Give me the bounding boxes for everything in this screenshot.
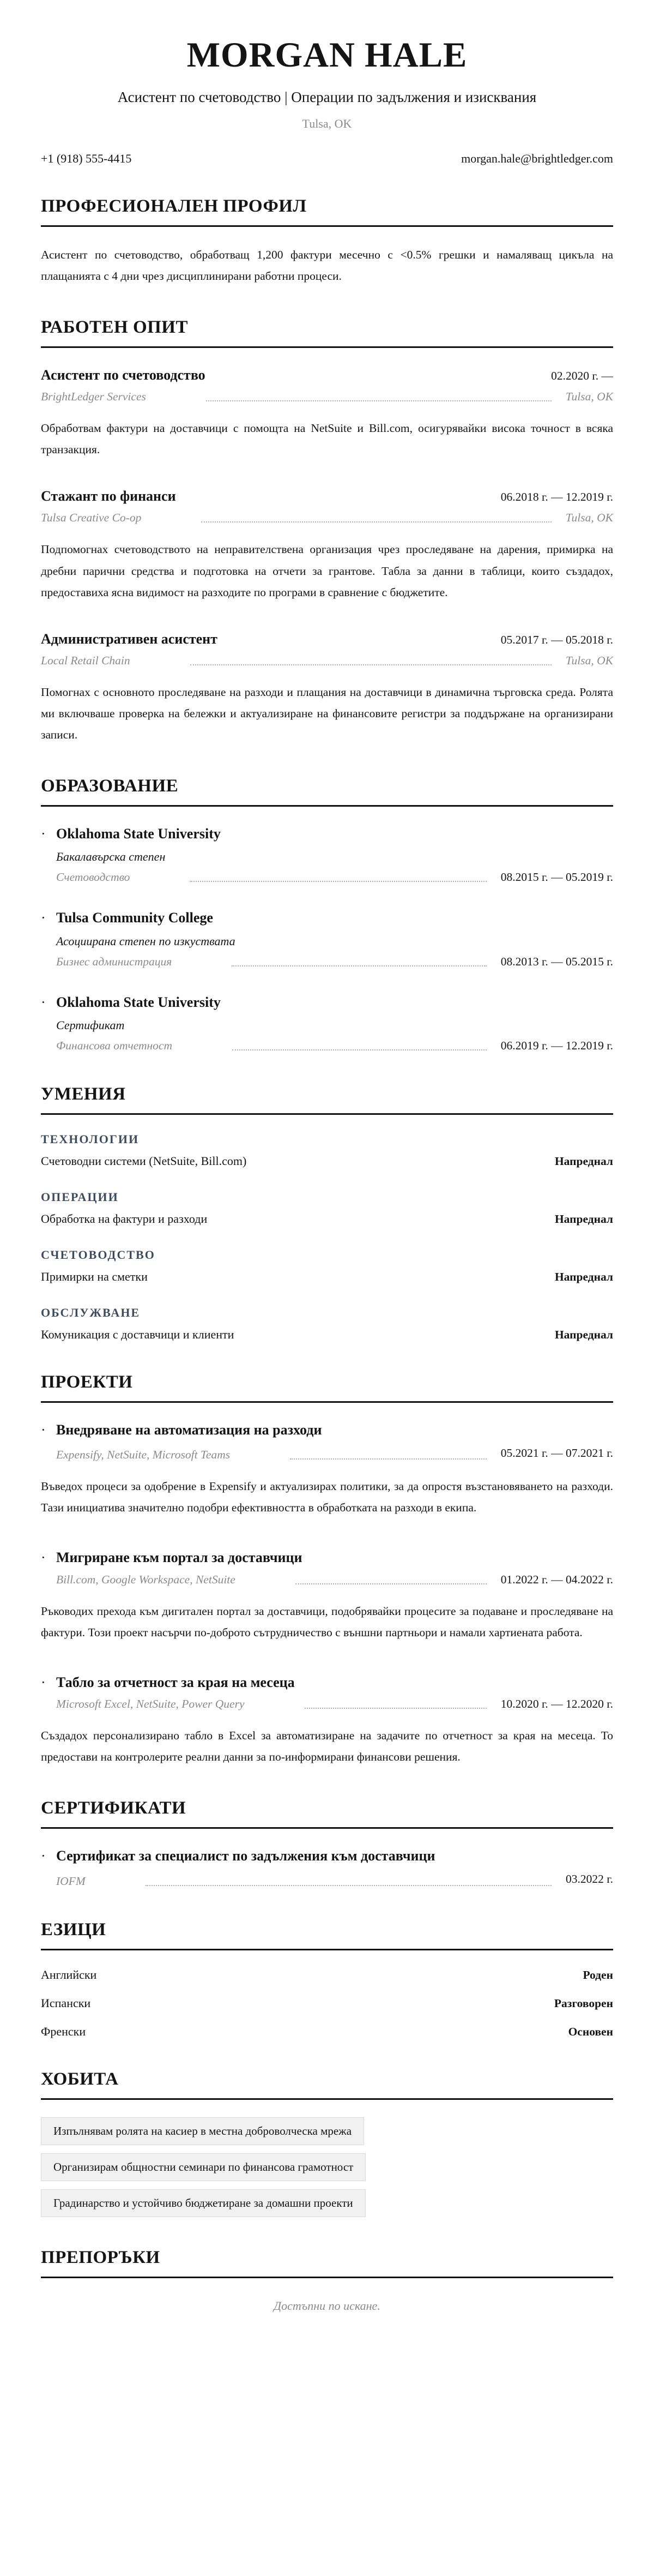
project-header bbox=[41, 1673, 613, 1712]
job-tagline: Асистент по счетоводство | Операции по задължения и изисквания bbox=[117, 88, 537, 105]
dotted-leader bbox=[232, 1049, 487, 1050]
skill-name: Счетоводни системи (NetSuite, Bill.com) bbox=[41, 1154, 247, 1168]
education-field: Финансова отчетност bbox=[56, 1038, 172, 1052]
job-meta-row bbox=[41, 389, 613, 405]
job-dates: 06.2018 г. — 12.2019 г. bbox=[500, 490, 613, 504]
bullet-icon: · bbox=[41, 994, 46, 1010]
section-title: ХОБИТА bbox=[41, 2069, 613, 2100]
job-location: Tulsa, OK bbox=[565, 653, 613, 667]
skill-name: Комуникация с доставчици и клиенти bbox=[41, 1327, 234, 1341]
project-body bbox=[56, 1420, 613, 1463]
education-dates: 08.2013 г. — 05.2015 г. bbox=[500, 954, 613, 968]
project-meta-row bbox=[56, 1696, 613, 1712]
job-entry bbox=[41, 487, 613, 603]
project-tools: Microsoft Excel, NetSuite, Power Query bbox=[56, 1697, 245, 1710]
dotted-leader bbox=[201, 521, 551, 523]
job-dates: 05.2017 г. — 05.2018 г. bbox=[500, 633, 613, 646]
section-title: ПРОЕКТИ bbox=[41, 1372, 613, 1403]
certificate-body bbox=[56, 1846, 613, 1889]
dotted-leader bbox=[295, 1583, 487, 1584]
skill-category: ТЕХНОЛОГИИ bbox=[41, 1132, 140, 1146]
bullet-icon: · bbox=[41, 1421, 46, 1438]
job-location: Tulsa, OK bbox=[565, 511, 613, 525]
project-name: Мигриране към портал за доставчици bbox=[56, 1550, 302, 1566]
phone-text: +1 (918) 555-4415 bbox=[41, 151, 132, 165]
section-title: ОБРАЗОВАНИЕ bbox=[41, 776, 613, 807]
section-languages bbox=[41, 1920, 613, 2039]
skill-group bbox=[41, 1306, 613, 1342]
project-header bbox=[41, 1548, 613, 1587]
education-body bbox=[56, 824, 613, 885]
references-note: Достъпни по искане. bbox=[274, 2298, 380, 2313]
section-title: ЕЗИЦИ bbox=[41, 1920, 613, 1950]
skill-row bbox=[41, 1270, 613, 1284]
language-name: Испански bbox=[41, 1996, 91, 2010]
job-meta-row bbox=[41, 510, 613, 526]
hobby-chip: Изпълнявам ролята на касиер в местна доброволческа мрежа bbox=[41, 2117, 364, 2145]
education-entry bbox=[41, 993, 613, 1054]
job-description: Обработвам фактури на доставчици с помощта на NetSuite и Bill.com, осигурявайки висока точност в всяка транзакция. bbox=[41, 422, 613, 457]
skill-group bbox=[41, 1190, 613, 1226]
skill-category: ОПЕРАЦИИ bbox=[41, 1190, 119, 1204]
project-entry bbox=[41, 1673, 613, 1768]
bullet-icon: · bbox=[41, 1848, 46, 1864]
education-meta-row bbox=[56, 954, 613, 970]
education-school: Oklahoma State University bbox=[56, 826, 221, 842]
bullet-icon: · bbox=[41, 826, 46, 842]
section-education bbox=[41, 776, 613, 1053]
hobby-chip: Градинарство и устойчиво бюджетиране за домашни проекти bbox=[41, 2189, 366, 2217]
location-text: Tulsa, OK bbox=[302, 116, 352, 130]
project-tools: Expensify, NetSuite, Microsoft Teams bbox=[56, 1448, 231, 1462]
project-body bbox=[56, 1548, 613, 1587]
section-profile bbox=[41, 196, 613, 287]
skill-level: Напреднал bbox=[554, 1154, 613, 1168]
skill-row bbox=[41, 1154, 613, 1168]
education-field: Счетоводство bbox=[56, 870, 130, 884]
job-entry bbox=[41, 365, 613, 460]
education-degree: Сертификат bbox=[56, 1018, 125, 1032]
project-entry bbox=[41, 1548, 613, 1643]
section-certificates bbox=[41, 1798, 613, 1889]
education-meta-row bbox=[56, 1038, 613, 1054]
project-description: Въведох процеси за одобрение в Expensify и актуализирах политики, за да опростя възстановяването на разходи. Тази инициатива значително подобри ефективността в обработката на разходи в екипа. bbox=[41, 1480, 613, 1515]
section-title: РАБОТЕН ОПИТ bbox=[41, 317, 613, 348]
dotted-leader bbox=[190, 881, 486, 882]
job-role: Асистент по счетоводство bbox=[41, 367, 205, 383]
bullet-icon: · bbox=[41, 1550, 46, 1566]
education-meta-row bbox=[56, 869, 613, 885]
skill-level: Напреднал bbox=[554, 1328, 613, 1341]
job-description: Подпомогнах счетоводството на неправителствена организация чрез проследяване на дарения, примирка на дребни парични средства и подготовка на отчети за грантове. Табла за данни в таблици, които създадох, предоставиха ясна видимост на разходите по програми в сравнение с бюджетите. bbox=[41, 543, 613, 599]
section-skills bbox=[41, 1084, 613, 1342]
bullet-icon: · bbox=[41, 910, 46, 926]
education-field: Бизнес администрация bbox=[56, 954, 172, 968]
dotted-leader bbox=[305, 1708, 487, 1709]
skill-name: Обработка на фактури и разходи bbox=[41, 1211, 208, 1226]
education-body bbox=[56, 908, 613, 969]
hobby-list bbox=[41, 2117, 613, 2217]
job-role: Административен асистент bbox=[41, 631, 217, 647]
section-hobbies bbox=[41, 2069, 613, 2217]
language-row bbox=[41, 1996, 613, 2010]
email-text: morgan.hale@brightledger.com bbox=[461, 151, 613, 165]
dotted-leader bbox=[190, 664, 552, 665]
education-school: Tulsa Community College bbox=[56, 910, 213, 926]
job-company: BrightLedger Services bbox=[41, 390, 146, 404]
certificate-issuer: IOFM bbox=[56, 1874, 86, 1888]
hobby-chip: Организирам общностни семинари по финансова грамотност bbox=[41, 2153, 366, 2181]
education-school: Oklahoma State University bbox=[56, 994, 221, 1010]
skill-row bbox=[41, 1212, 613, 1226]
skill-row bbox=[41, 1328, 613, 1342]
education-entry bbox=[41, 824, 613, 885]
education-dates: 08.2015 г. — 05.2019 г. bbox=[500, 870, 613, 884]
dotted-leader bbox=[146, 1885, 552, 1886]
resume-header bbox=[41, 35, 613, 166]
job-header bbox=[41, 365, 613, 385]
project-dates: 10.2020 г. — 12.2020 г. bbox=[500, 1697, 613, 1710]
job-meta-row bbox=[41, 653, 613, 669]
project-body bbox=[56, 1673, 613, 1712]
certificate-name: Сертификат за специалист по задължения към доставчици bbox=[56, 1848, 435, 1864]
language-row bbox=[41, 2025, 613, 2039]
profile-text: Асистент по счетоводство, обработващ 1,200 фактури месечно с <0.5% грешки и намаляващ цикъла на плащанията с 4 дни чрез дисциплинирани работни процеси. bbox=[41, 248, 613, 283]
section-title: СЕРТИФИКАТИ bbox=[41, 1798, 613, 1829]
education-dates: 06.2019 г. — 12.2019 г. bbox=[500, 1038, 613, 1052]
project-meta-row bbox=[56, 1572, 613, 1588]
job-company: Tulsa Creative Co-op bbox=[41, 511, 142, 525]
section-title: УМЕНИЯ bbox=[41, 1084, 613, 1115]
certificate-meta-row bbox=[56, 1870, 613, 1889]
section-projects bbox=[41, 1372, 613, 1768]
skill-level: Напреднал bbox=[554, 1212, 613, 1226]
project-name: Табло за отчетност за края на месеца bbox=[56, 1674, 295, 1690]
skill-name: Примирки на сметки bbox=[41, 1269, 148, 1283]
job-header bbox=[41, 487, 613, 506]
project-entry bbox=[41, 1420, 613, 1519]
project-description: Създадох персонализирано табло в Excel за автоматизиране на задачите по отчетност за края на месеца. То предостави на контролерите реални данни за по-информирани финансови решения. bbox=[41, 1728, 613, 1764]
person-name: MORGAN HALE bbox=[186, 35, 468, 75]
project-header bbox=[41, 1420, 613, 1463]
skill-group bbox=[41, 1248, 613, 1284]
dotted-leader bbox=[232, 965, 486, 966]
project-dates: 05.2021 г. — 07.2021 г. bbox=[500, 1446, 613, 1460]
skill-level: Напреднал bbox=[554, 1270, 613, 1283]
contact-row bbox=[41, 152, 613, 166]
certificate-entry bbox=[41, 1846, 613, 1889]
dotted-leader bbox=[206, 400, 552, 401]
skill-group bbox=[41, 1132, 613, 1168]
section-experience bbox=[41, 317, 613, 746]
project-meta-row bbox=[56, 1444, 613, 1463]
skill-category: ОБСЛУЖВАНЕ bbox=[41, 1305, 141, 1319]
education-degree: Асоциирана степен по изкуствата bbox=[56, 934, 235, 948]
job-description: Помогнах с основното проследяване на разходи и плащания на доставчици в динамична търговска среда. Ролята ми включваше проверка на бележки и актуализиране на финансовите регистри за поддържане на организирани записи. bbox=[41, 685, 613, 742]
project-dates: 01.2022 г. — 04.2022 г. bbox=[500, 1572, 613, 1586]
job-location: Tulsa, OK bbox=[565, 390, 613, 404]
job-entry bbox=[41, 629, 613, 746]
bullet-icon: · bbox=[41, 1674, 46, 1690]
section-title: ПРОФЕСИОНАЛЕН ПРОФИЛ bbox=[41, 196, 613, 227]
language-name: Английски bbox=[41, 1967, 97, 1981]
language-row bbox=[41, 1968, 613, 1982]
skill-category: СЧЕТОВОДСТВО bbox=[41, 1247, 155, 1262]
certificate-date: 03.2022 г. bbox=[565, 1872, 613, 1886]
section-title: ПРЕПОРЪКИ bbox=[41, 2248, 613, 2278]
job-company: Local Retail Chain bbox=[41, 653, 130, 667]
section-references bbox=[41, 2248, 613, 2313]
dotted-leader bbox=[290, 1458, 487, 1460]
language-level: Основен bbox=[568, 2025, 613, 2038]
language-level: Роден bbox=[583, 1968, 613, 1981]
language-name: Френски bbox=[41, 2024, 86, 2038]
education-degree: Бакалавърска степен bbox=[56, 850, 166, 864]
job-header bbox=[41, 629, 613, 648]
job-role: Стажант по финанси bbox=[41, 488, 176, 505]
language-level: Разговорен bbox=[554, 1996, 613, 2010]
education-body bbox=[56, 993, 613, 1054]
project-description: Ръководих прехода към дигитален портал за доставчици, подобрявайки процесите за подаване и проследяване на фактури. Този проект насърчи по-доброто сътрудничество с външни партньори и намали хартиената работа. bbox=[41, 1604, 613, 1639]
job-dates: 02.2020 г. — bbox=[551, 369, 613, 382]
project-name: Внедряване на автоматизация на разходи bbox=[56, 1421, 322, 1438]
education-entry bbox=[41, 908, 613, 969]
project-tools: Bill.com, Google Workspace, NetSuite bbox=[56, 1572, 235, 1586]
